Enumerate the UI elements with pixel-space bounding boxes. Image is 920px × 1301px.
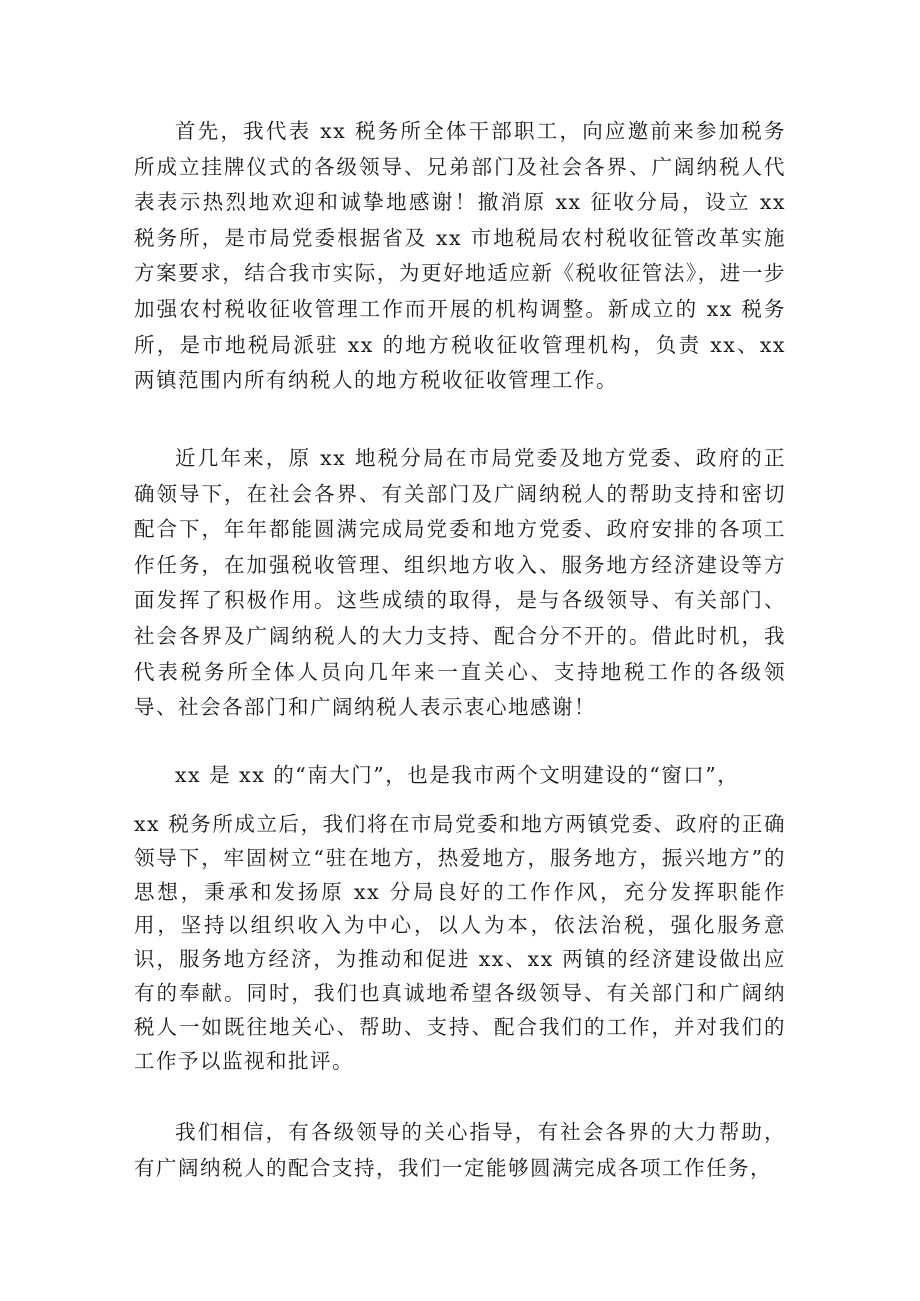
- paragraph-future-commitment: xx 税务所成立后，我们将在市局党委和地方两镇党委、政府的正确领导下，牢固树立“驻在地方，热爱地方，服务地方，振兴地方”的思想，秉承和发扬原 xx 分局良好的工作作风，充分发挥职能作用，坚持以组织收入为中心，以人为本，依法治税，强化服务意识，服务地方经济，为推动和促进 xx、xx 两镇的经济建设做出应有的奉献。同时，我们也真诚地希望各级领导、有关部门和广阔纳税人一如既往地关心、帮助、支持、配合我们的工作，并对我们的工作予以监视和批评。: [134, 812, 786, 1073]
- paragraph-confidence: 我们相信，有各级领导的关心指导，有社会各界的大力帮助，有广阔纳税人的配合支持，我们一定能够圆满完成各项工作任务，: [134, 1120, 786, 1180]
- paragraph-past-achievements: 近几年来，原 xx 地税分局在市局党委及地方党委、政府的正确领导下，在社会各界、有关部门及广阔纳税人的帮助支持和密切配合下，年年都能圆满完成局党委和地方党委、政府安排的各项工作任务，在加强税收管理、组织地方收入、服务地方经济建设等方面发挥了积极作用。这些成绩的取得，是与各级领导、有关部门、社会各界及广阔纳税人的大力支持、配合分不开的。借此时机，我代表税务所全体人员向几年来一直关心、支持地税工作的各级领导、社会各部门和广阔纳税人表示衷心地感谢！: [134, 446, 786, 720]
- paragraph-opening-thanks: 首先，我代表 xx 税务所全体干部职工，向应邀前来参加税务所成立挂牌仪式的各级领导、兄弟部门及社会各界、广阔纳税人代表表示热烈地欢迎和诚挚地感谢！撤消原 xx 征收分局，设立 xx 税务所，是市局党委根据省及 xx 市地税局农村税收征管改革实施方案要求，结合我市实际，为更好地适应新《税收征管法》，进一步加强农村税收征收管理工作而开展的机构调整。新成立的 xx 税务所，是市地税局派驻 xx 的地方税收征收管理机构，负责 xx、xx 两镇范围内所有纳税人的地方税收征收管理工作。: [134, 119, 786, 393]
- paragraph-south-gate: xx 是 xx 的“南大门”，也是我市两个文明建设的“窗口”，: [175, 763, 740, 787]
